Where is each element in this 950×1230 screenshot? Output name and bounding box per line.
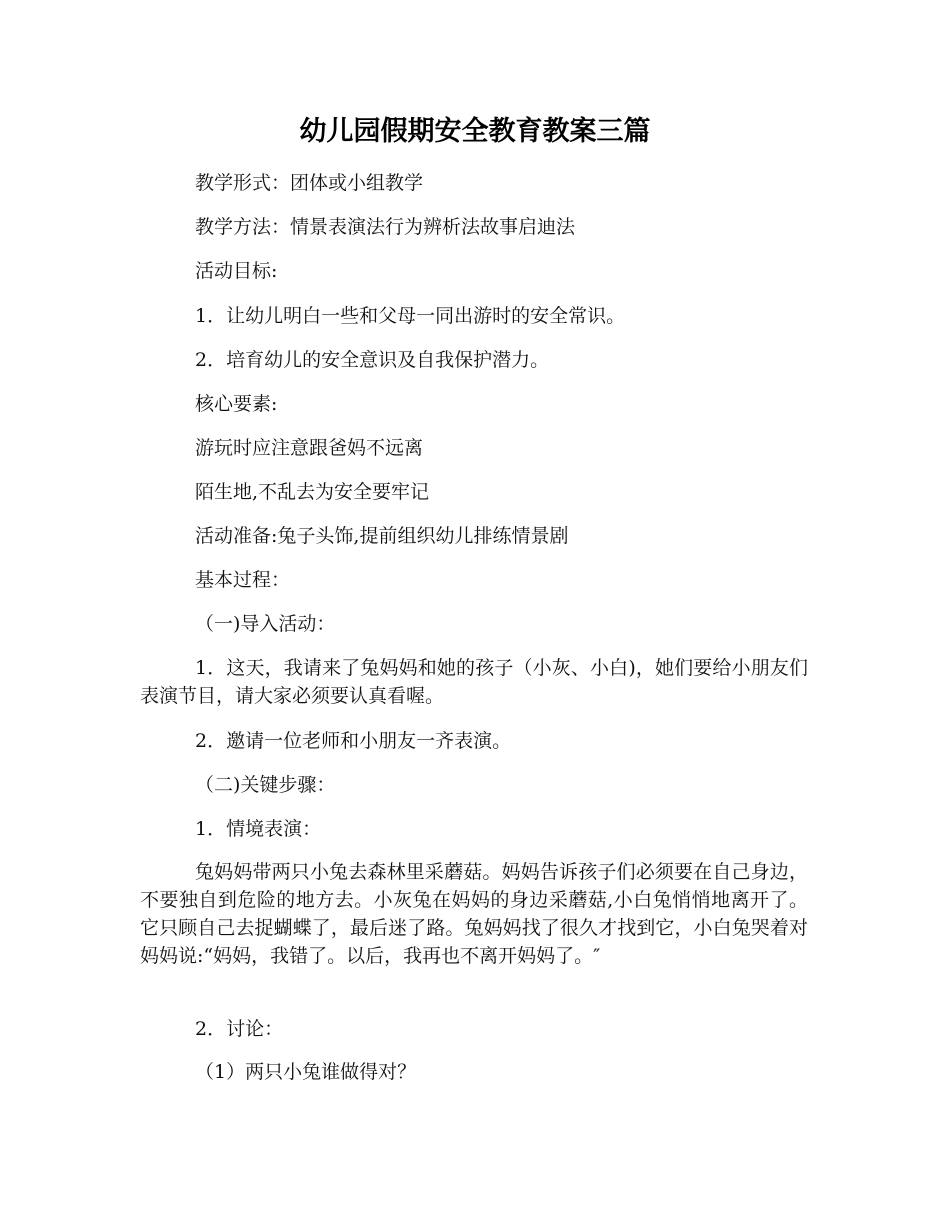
key-steps-heading: （二)关键步骤： — [195, 774, 336, 796]
goal-item-2: 2．培育幼儿的安全意识及自我保护潜力。 — [195, 349, 550, 371]
core-element-line-2: 陌生地,不乱去为安全要牢记 — [195, 481, 430, 503]
basic-process-heading: 基本过程： — [195, 569, 291, 591]
intro-item-2: 2．邀请一位老师和小朋友一齐表演。 — [195, 730, 512, 752]
discussion-heading: 2．讨论： — [195, 1018, 284, 1040]
intro-activity-heading: （一)导入活动： — [195, 613, 336, 635]
document-title: 幼儿园假期安全教育教案三篇 — [299, 116, 651, 147]
activity-goal-heading: 活动目标: — [195, 260, 278, 282]
story-paragraph: 兔妈妈带两只小兔去森林里采蘑菇。妈妈告诉孩子们必须要在自己身边，不要独自到危险的地方去。小灰兔在妈妈的身边采蘑菇,小白兔悄悄地离开了。它只顾自己去捉蝴蝶了，最后迷了路。兔妈妈找了很久才找到它，小白兔哭着对妈妈说:“妈妈，我错了。以后，我再也不离开妈妈了。″ — [140, 861, 808, 967]
core-element-line-1: 游玩时应注意跟爸妈不远离 — [195, 437, 424, 459]
discussion-question-1: （1）两只小兔谁做得对？ — [195, 1061, 417, 1083]
core-elements-heading: 核心要素: — [195, 393, 278, 415]
intro-paragraph: 1．这天，我请来了兔妈妈和她的孩子（小灰、小白)，她们要给小朋友们表演节目，请大家必须要认真看喔。 — [140, 657, 808, 707]
teaching-form-line: 教学形式：团体或小组教学 — [195, 172, 424, 194]
goal-item-1: 1．让幼儿明白一些和父母一同出游时的安全常识。 — [195, 305, 626, 327]
activity-preparation-line: 活动准备:兔子头饰,提前组织幼儿排练情景剧 — [195, 525, 569, 547]
situation-performance-heading: 1．情境表演： — [195, 818, 322, 840]
teaching-method-line: 教学方法：情景表演法行为辨析法故事启迪法 — [195, 216, 576, 238]
